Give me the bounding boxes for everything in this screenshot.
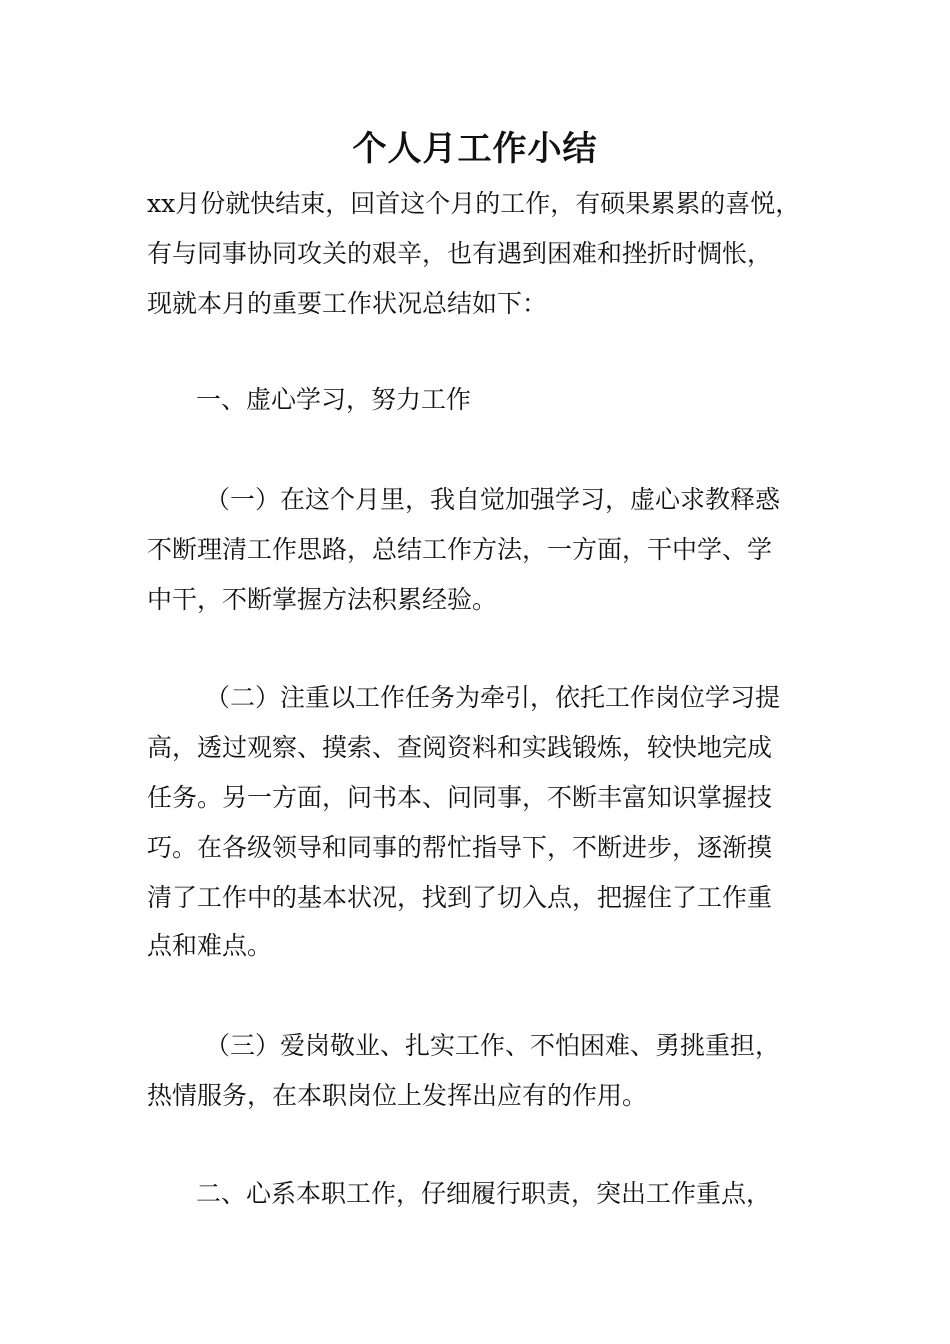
para-2-line-4: 巧。在各级领导和同事的帮忙指导下，不断进步，逐渐摸 — [147, 833, 773, 862]
para-3-line-1: （三）爱岗敬业、扎实工作、不怕困难、勇挑重担， — [205, 1031, 781, 1060]
para-1-line-2: 不断理清工作思路，总结工作方法，一方面，干中学、学 — [147, 535, 773, 564]
document-title: 个人月工作小结 — [352, 129, 598, 169]
intro-line-2: 有与同事协同攻关的艰辛，也有遇到困难和挫折时惆怅， — [147, 239, 773, 268]
para-1-line-1: （一）在这个月里，我自觉加强学习，虚心求教释惑 — [205, 485, 781, 514]
para-2-line-2: 高，透过观察、摸索、查阅资料和实践锻炼，较快地完成 — [147, 733, 773, 762]
section-2-heading: 二、心系本职工作，仔细履行职责，突出工作重点， — [196, 1179, 772, 1208]
intro-line-1: xx月份就快结束，回首这个月的工作，有硕果累累的喜悦， — [147, 189, 801, 218]
para-2-line-1: （二）注重以工作任务为牵引，依托工作岗位学习提 — [205, 683, 781, 712]
intro-line-3: 现就本月的重要工作状况总结如下： — [147, 289, 548, 318]
para-2-line-6: 点和难点。 — [147, 931, 273, 960]
section-1-heading: 一、虚心学习，努力工作 — [196, 385, 472, 414]
para-2-line-5: 清了工作中的基本状况，找到了切入点，把握住了工作重 — [147, 883, 773, 912]
para-1-line-3: 中干，不断掌握方法积累经验。 — [147, 585, 498, 614]
para-3-line-2: 热情服务，在本职岗位上发挥出应有的作用。 — [147, 1081, 648, 1110]
para-2-line-3: 任务。另一方面，问书本、问同事，不断丰富知识掌握技 — [147, 783, 773, 812]
